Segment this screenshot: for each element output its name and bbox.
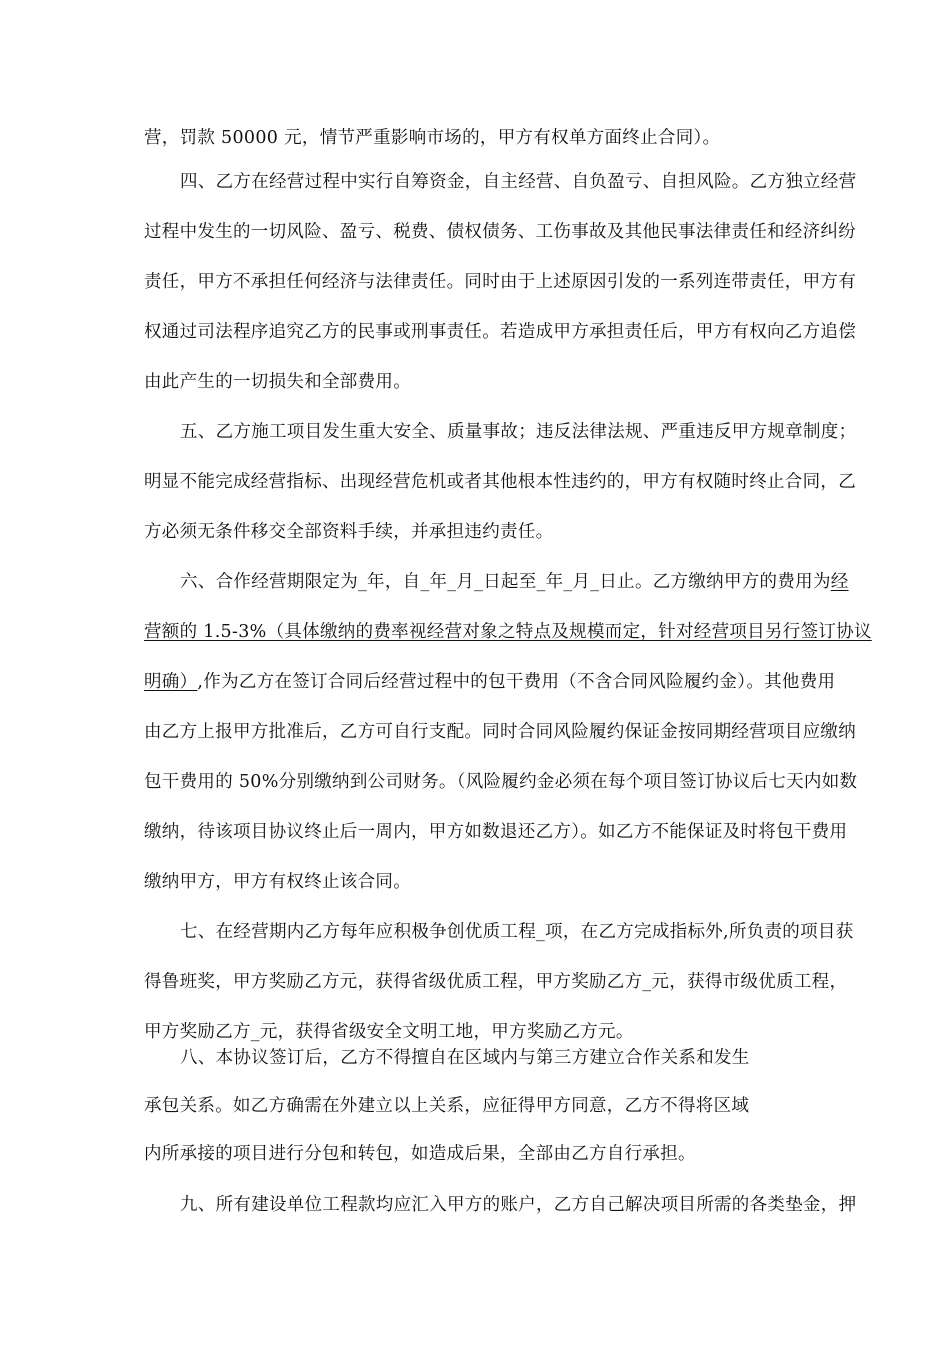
- paragraph-line: 九、所有建设单位工程款均应汇入甲方的账户，乙方自己解决项目所需的各类垫金，押: [180, 1195, 857, 1215]
- underlined-line: 营额的 1.5-3%（具体缴纳的费率视经营对象之特点及规模而定，针对经营项目另行签订协议: [144, 622, 872, 642]
- paragraph-line: 责任，甲方不承担任何经济与法律责任。同时由于上述原因引发的一系列连带责任，甲方有: [144, 272, 856, 292]
- paragraph-line: 营，罚款 50000 元，情节严重影响市场的，甲方有权单方面终止合同）。: [144, 128, 721, 148]
- paragraph-line: 方必须无条件移交全部资料手续，并承担违约责任。: [144, 522, 554, 542]
- paragraph-line: 缴纳甲方，甲方有权终止该合同。: [144, 872, 411, 892]
- paragraph-line: 包干费用的 50%分别缴纳到公司财务。（风险履约金必须在每个项目签订协议后七天内如数: [144, 772, 858, 792]
- paragraph-line: 由此产生的一切损失和全部费用。: [144, 372, 411, 392]
- paragraph-line: [144, 670, 835, 694]
- paragraph-line: 四、乙方在经营过程中实行自筹资金，自主经营、自负盈亏、自担风险。乙方独立经营: [180, 172, 857, 192]
- paragraph-line: 缴纳，待该项目协议终止后一周内，甲方如数退还乙方）。如乙方不能保证及时将包干费用: [144, 822, 848, 842]
- paragraph-line: 八、本协议签订后，乙方不得擅自在区域内与第三方建立合作关系和发生: [180, 1048, 750, 1068]
- line-text: ,作为乙方在签订合同后经营过程中的包干费用（不含合同风险履约金）。其他费用: [197, 672, 836, 692]
- underlined-text: 经: [830, 572, 849, 592]
- paragraph-line: 得鲁班奖，甲方奖励乙方元，获得省级优质工程，甲方奖励乙方_元，获得市级优质工程，: [144, 972, 848, 992]
- paragraph-line: 七、在经营期内乙方每年应积极争创优质工程_项，在乙方完成指标外,所负责的项目获: [180, 922, 854, 942]
- line-text: 六、合作经营期限定为_年，自_年_月_日起至_年_月_日止。乙方缴纳甲方的费用为: [180, 572, 831, 592]
- paragraph-line: 权通过司法程序追究乙方的民事或刑事责任。若造成甲方承担责任后，甲方有权向乙方追偿: [144, 322, 856, 342]
- paragraph-line: 甲方奖励乙方_元，获得省级安全文明工地，甲方奖励乙方元。: [144, 1022, 634, 1042]
- underlined-text: 明确）: [144, 672, 198, 692]
- paragraph-line: 内所承接的项目进行分包和转包，如造成后果，全部由乙方自行承担。: [144, 1144, 696, 1164]
- paragraph-line: [180, 570, 849, 594]
- paragraph-line: 由乙方上报甲方批准后，乙方可自行支配。同时合同风险履约保证金按同期经营项目应缴纳: [144, 722, 856, 742]
- paragraph-line: 五、乙方施工项目发生重大安全、质量事故；违反法律法规、严重违反甲方规章制度；: [180, 422, 857, 442]
- paragraph-line: 过程中发生的一切风险、盈亏、税费、债权债务、工伤事故及其他民事法律责任和经济纠纷: [144, 222, 856, 242]
- paragraph-line: 承包关系。如乙方确需在外建立以上关系，应征得甲方同意，乙方不得将区域: [144, 1096, 750, 1116]
- paragraph-line: 明显不能完成经营指标、出现经营危机或者其他根本性违约的，甲方有权随时终止合同，乙: [144, 472, 856, 492]
